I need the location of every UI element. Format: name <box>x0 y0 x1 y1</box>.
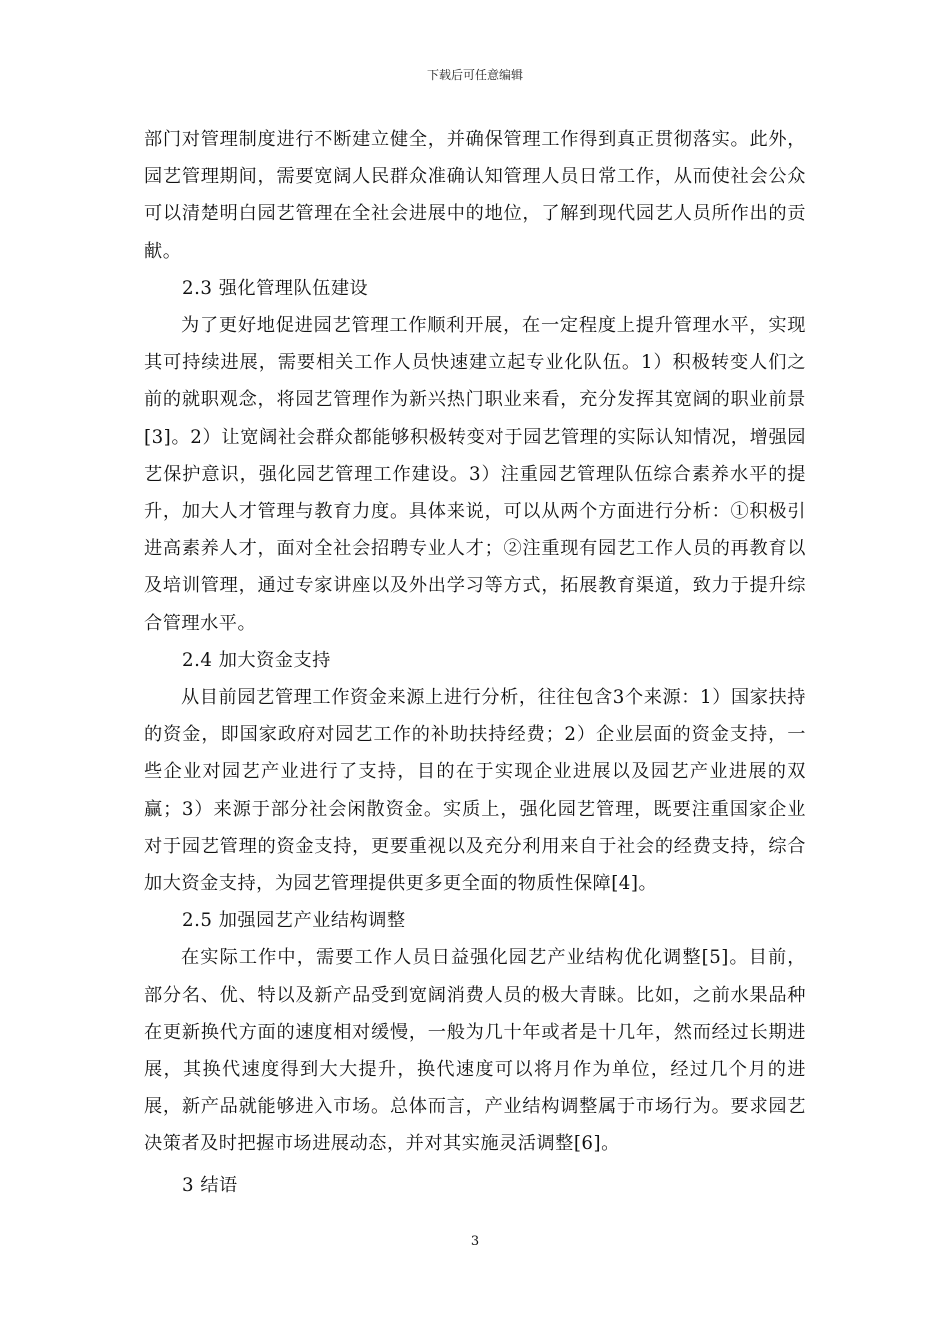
section-heading-2-3: 2.3 强化管理队伍建设 <box>182 277 369 299</box>
page-number: 3 <box>470 1234 480 1249</box>
paragraph-2-5: 在实际工作中，需要工作人员日益强化园艺产业结构优化调整[5]。目前，部分名、优、特以及新产品受到宽阔消费人员的极大青睐。比如，之前水果品种在更新换代方面的速度相对缓慢，一般为几十年或者是十几年，然而经过长期进展，其换代速度得到大大提升，换代速度可以将月作为单位，经过几个月的进展，新产品就能够进入市场。总体而言，产业结构调整属于市场行为。要求园艺决策者及时把握市场进展动态，并对其实施灵活调整[6]。 <box>144 947 806 1155</box>
paragraph-continuation: 部门对管理制度进行不断建立健全，并确保管理工作得到真正贯彻落实。此外，园艺管理期间，需要宽阔人民群众准确认知管理人员日常工作，从而使社会公众可以清楚明白园艺管理在全社会进展中的地位，了解到现代园艺人员所作出的贡献。 <box>144 129 806 262</box>
paragraph-2-4: 从目前园艺管理工作资金来源上进行分析，往往包含3个来源：1）国家扶持的资金，即国家政府对园艺工作的补助扶持经费；2）企业层面的资金支持，一些企业对园艺产业进行了支持，目的在于实现企业进展以及园艺产业进展的双赢；3）来源于部分社会闲散资金。实质上，强化园艺管理，既要注重国家企业对于园艺管理的资金支持，更要重视以及充分利用来自于社会的经费支持，综合加大资金支持，为园艺管理提供更多更全面的物质性保障[4]。 <box>144 687 806 895</box>
page-header-note: 下载后可任意编辑 <box>426 68 523 82</box>
section-heading-2-4: 2.4 加大资金支持 <box>182 649 331 671</box>
section-heading-3: 3 结语 <box>182 1174 238 1196</box>
document-body <box>144 121 806 1204</box>
section-heading-2-5: 2.5 加强园艺产业结构调整 <box>182 910 406 932</box>
paragraph-2-3: 为了更好地促进园艺管理工作顺利开展，在一定程度上提升管理水平，实现其可持续进展，需要相关工作人员快速建立起专业化队伍。1）积极转变人们之前的就职观念，将园艺管理作为新兴热门职业来看，充分发挥其宽阔的职业前景[3]。2）让宽阔社会群众都能够积极转变对于园艺管理的实际认知情况，增强园艺保护意识，强化园艺管理工作建设。3）注重园艺管理队伍综合素养水平的提升，加大人才管理与教育力度。具体来说，可以从两个方面进行分析：①积极引进高素养人才，面对全社会招聘专业人才；②注重现有园艺工作人员的再教育以及培训管理，通过专家讲座以及外出学习等方式，拓展教育渠道，致力于提升综合管理水平。 <box>144 315 806 634</box>
